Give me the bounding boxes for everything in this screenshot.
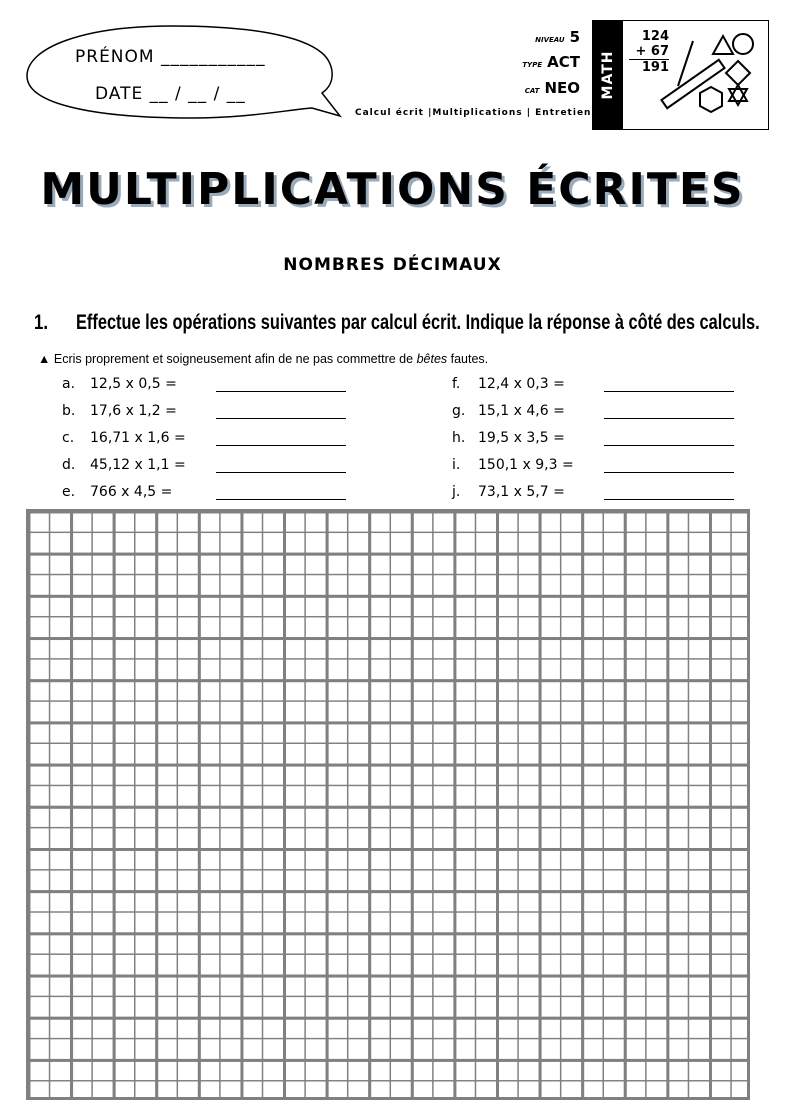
niveau: NIVEAU 5 — [535, 28, 580, 46]
category: CAT NEO — [524, 79, 580, 97]
prenom-field[interactable]: PRÉNOM ___________ — [75, 47, 266, 67]
answer-line[interactable] — [216, 499, 346, 500]
question-number: 1. — [34, 311, 49, 334]
answer-line[interactable] — [216, 445, 346, 446]
answer-line[interactable] — [216, 418, 346, 419]
warning-note: ▲ Ecris proprement et soigneusement afin de ne pas commettre de bêtes fautes. — [38, 352, 489, 366]
answer-line[interactable] — [604, 445, 734, 446]
answer-line[interactable] — [604, 391, 734, 392]
answer-line[interactable] — [216, 472, 346, 473]
topic-tags: Calcul écrit |Multiplications | Entretien — [355, 108, 592, 118]
math-logo — [592, 20, 769, 130]
warning-icon: ▲ — [38, 352, 51, 366]
page-subtitle: NOMBRES DÉCIMAUX — [283, 255, 502, 275]
answer-line[interactable] — [604, 418, 734, 419]
answer-line[interactable] — [604, 472, 734, 473]
name-date-speech-bubble — [22, 18, 342, 128]
date-field[interactable]: DATE __ / __ / __ — [95, 84, 246, 104]
shapes-icon — [623, 21, 768, 129]
type: TYPE ACT — [522, 53, 580, 71]
question-text: Effectue les opérations suivantes par calcul écrit. Indique la réponse à côté des calculs. — [76, 311, 760, 334]
sum-illustration: 124 + 67 191 — [629, 29, 669, 75]
answer-line[interactable] — [216, 391, 346, 392]
page-title: MULTIPLICATIONS ÉCRITES — [40, 164, 745, 215]
math-band: MATH — [593, 21, 623, 129]
answer-line[interactable] — [604, 499, 734, 500]
squared-work-grid[interactable] — [26, 509, 750, 1100]
